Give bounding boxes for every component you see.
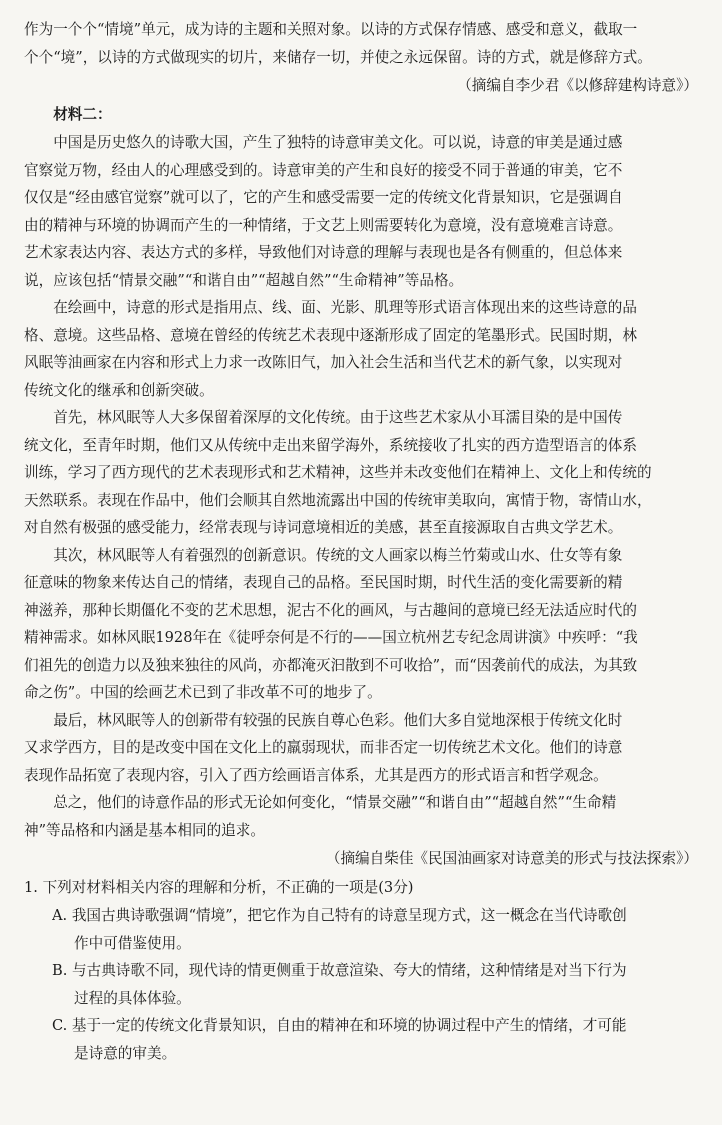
question-block [24,873,698,1067]
paragraph [24,294,698,404]
text-line: 表现作品拓宽了表现内容，引入了西方绘画语言体系，尤其是西方的形式语言和哲学观念。 [24,766,608,784]
option-line: 过程的具体体验。 [74,989,191,1007]
text-line: 神”等品格和内涵是基本相同的追求。 [24,821,265,839]
text-line: 神滋养，那种长期僵化不变的艺术思想，泥古不化的画风，与古趣间的意境已经无法适应时代的 [24,601,637,619]
text-line: 精神需求。如林风眠1928年在《徒呼奈何是不行的——国立杭州艺专纪念周讲演》中疾呼：“我 [24,629,638,646]
text-line: 天然联系。表现在作品中，他们会顺其自然地流露出中国的传统审美取向，寓情于物，寄情山水， [24,491,652,509]
text-line: 统文化，至青年时期，他们又从传统中走出来留学海外，系统接收了扎实的西方造型语言的体系 [24,436,637,454]
text-line: 命之伤”。中国的绘画艺术已到了非改革不可的地步了。 [24,684,382,701]
paragraph [24,129,698,294]
paragraph [24,542,698,707]
paragraph [24,404,698,542]
option-b [24,957,698,1012]
option-a [24,902,698,957]
section-heading: 材料二： [53,106,112,123]
text-line: 个个“境”，以诗的方式做现实的切片，来储存一切，并使之永远保留。诗的方式，就是修辞方式。 [24,48,652,66]
question-stem: 1. 下列对材料相关内容的理解和分析，不正确的一项是(3分) [24,879,414,896]
text-line: 说，应该包括“情景交融”“和谐自由”“超越自然”“生命精神”等品格。 [24,271,464,289]
text-line: 风眠等油画家在内容和形式上力求一改陈旧气，加入社会生活和当代艺术的新气象，以实现对 [24,354,623,371]
source-citation: （摘编自李少君《以修辞建构诗意》） [457,77,698,94]
source-citation: （摘编自柴佳《民国油画家对诗意美的形式与技法探索》） [325,850,698,867]
option-line: 作中可借鉴使用。 [74,934,191,952]
text-line: 格、意境。这些品格、意境在曾经的传统艺术表现中逐渐形成了固定的笔墨形式。民国时期，林 [24,326,637,344]
option-line: C. 基于一定的传统文化背景知识，自由的精神在和环境的协调过程中产生的情绪，才可能 [52,1017,627,1034]
text-line: 官察觉万物，经由人的心理感受到的。诗意审美的产生和良好的接受不同于普通的审美，它不 [24,161,623,179]
option-line: A. 我国古典诗歌强调“情境”，把它作为自己特有的诗意呈现方式，这一概念在当代诗歌创 [52,907,627,924]
option-c [24,1012,698,1067]
text-line: 征意味的物象来传达自己的情绪，表现自己的品格。至民国时期，时代生活的变化需要新的精 [24,574,623,591]
material1-tail [24,0,698,100]
text-line: 由的精神与环境的协调而产生的一种情绪，于文艺上则需要转化为意境，没有意境难言诗意。 [24,216,623,234]
text-line: 中国是历史悠久的诗歌大国，产生了独特的诗意审美文化。可以说，诗意的审美是通过感 [53,134,623,151]
text-line: 最后，林风眠等人的创新带有较强的民族自尊心色彩。他们大多自觉地深根于传统文化时 [53,711,623,729]
option-line: B. 与古典诗歌不同，现代诗的情更侧重于故意渲染、夸大的情绪，这种情绪是对当下行为 [52,962,627,979]
text-line: 训练，学习了西方现代的艺术表现形式和艺术精神，这些并未改变他们在精神上、文化上和传统的 [24,464,652,481]
text-line: 总之，他们的诗意作品的形式无论如何变化，“情景交融”“和谐自由”“超越自然”“生命精 [53,794,617,811]
text-line: 在绘画中，诗意的形式是指用点、线、面、光影、肌理等形式语言体现出来的这些诗意的品 [53,299,637,316]
text-line: 其次，林风眠等人有着强烈的创新意识。传统的文人画家以梅兰竹菊或山水、仕女等有象 [53,546,623,564]
text-line: 又求学西方，目的是改变中国在文化上的羸弱现状，而非否定一切传统艺术文化。他们的诗意 [24,739,623,756]
text-line: 首先，林风眠等人大多保留着深厚的文化传统。由于这些艺术家从小耳濡目染的是中国传 [53,409,623,426]
paragraph [24,789,698,844]
text-line: 对自然有极强的感受能力，经常表现与诗词意境相近的美感，甚至直接源取自古典文学艺术。 [24,519,623,536]
text-line: 传统文化的继承和创新突破。 [24,381,214,399]
text-line: 仅仅是“经由感官觉察”就可以了，它的产生和感受需要一定的传统文化背景知识，它是强调自 [24,189,623,206]
text-line: 艺术家表达内容、表达方式的多样，导致他们对诗意的理解与表现也是各有侧重的，但总体来 [24,244,623,261]
text-line: 们祖先的创造力以及独来独往的风尚，亦都淹灭汩散到不可收拾”，而“因袭前代的成法，为其致 [24,656,638,674]
paragraph [24,707,698,790]
text-line: 作为一个个“情境”单元，成为诗的主题和关照对象。以诗的方式保存情感、感受和意义，截取一 [24,21,638,38]
option-line: 是诗意的审美。 [74,1044,177,1062]
